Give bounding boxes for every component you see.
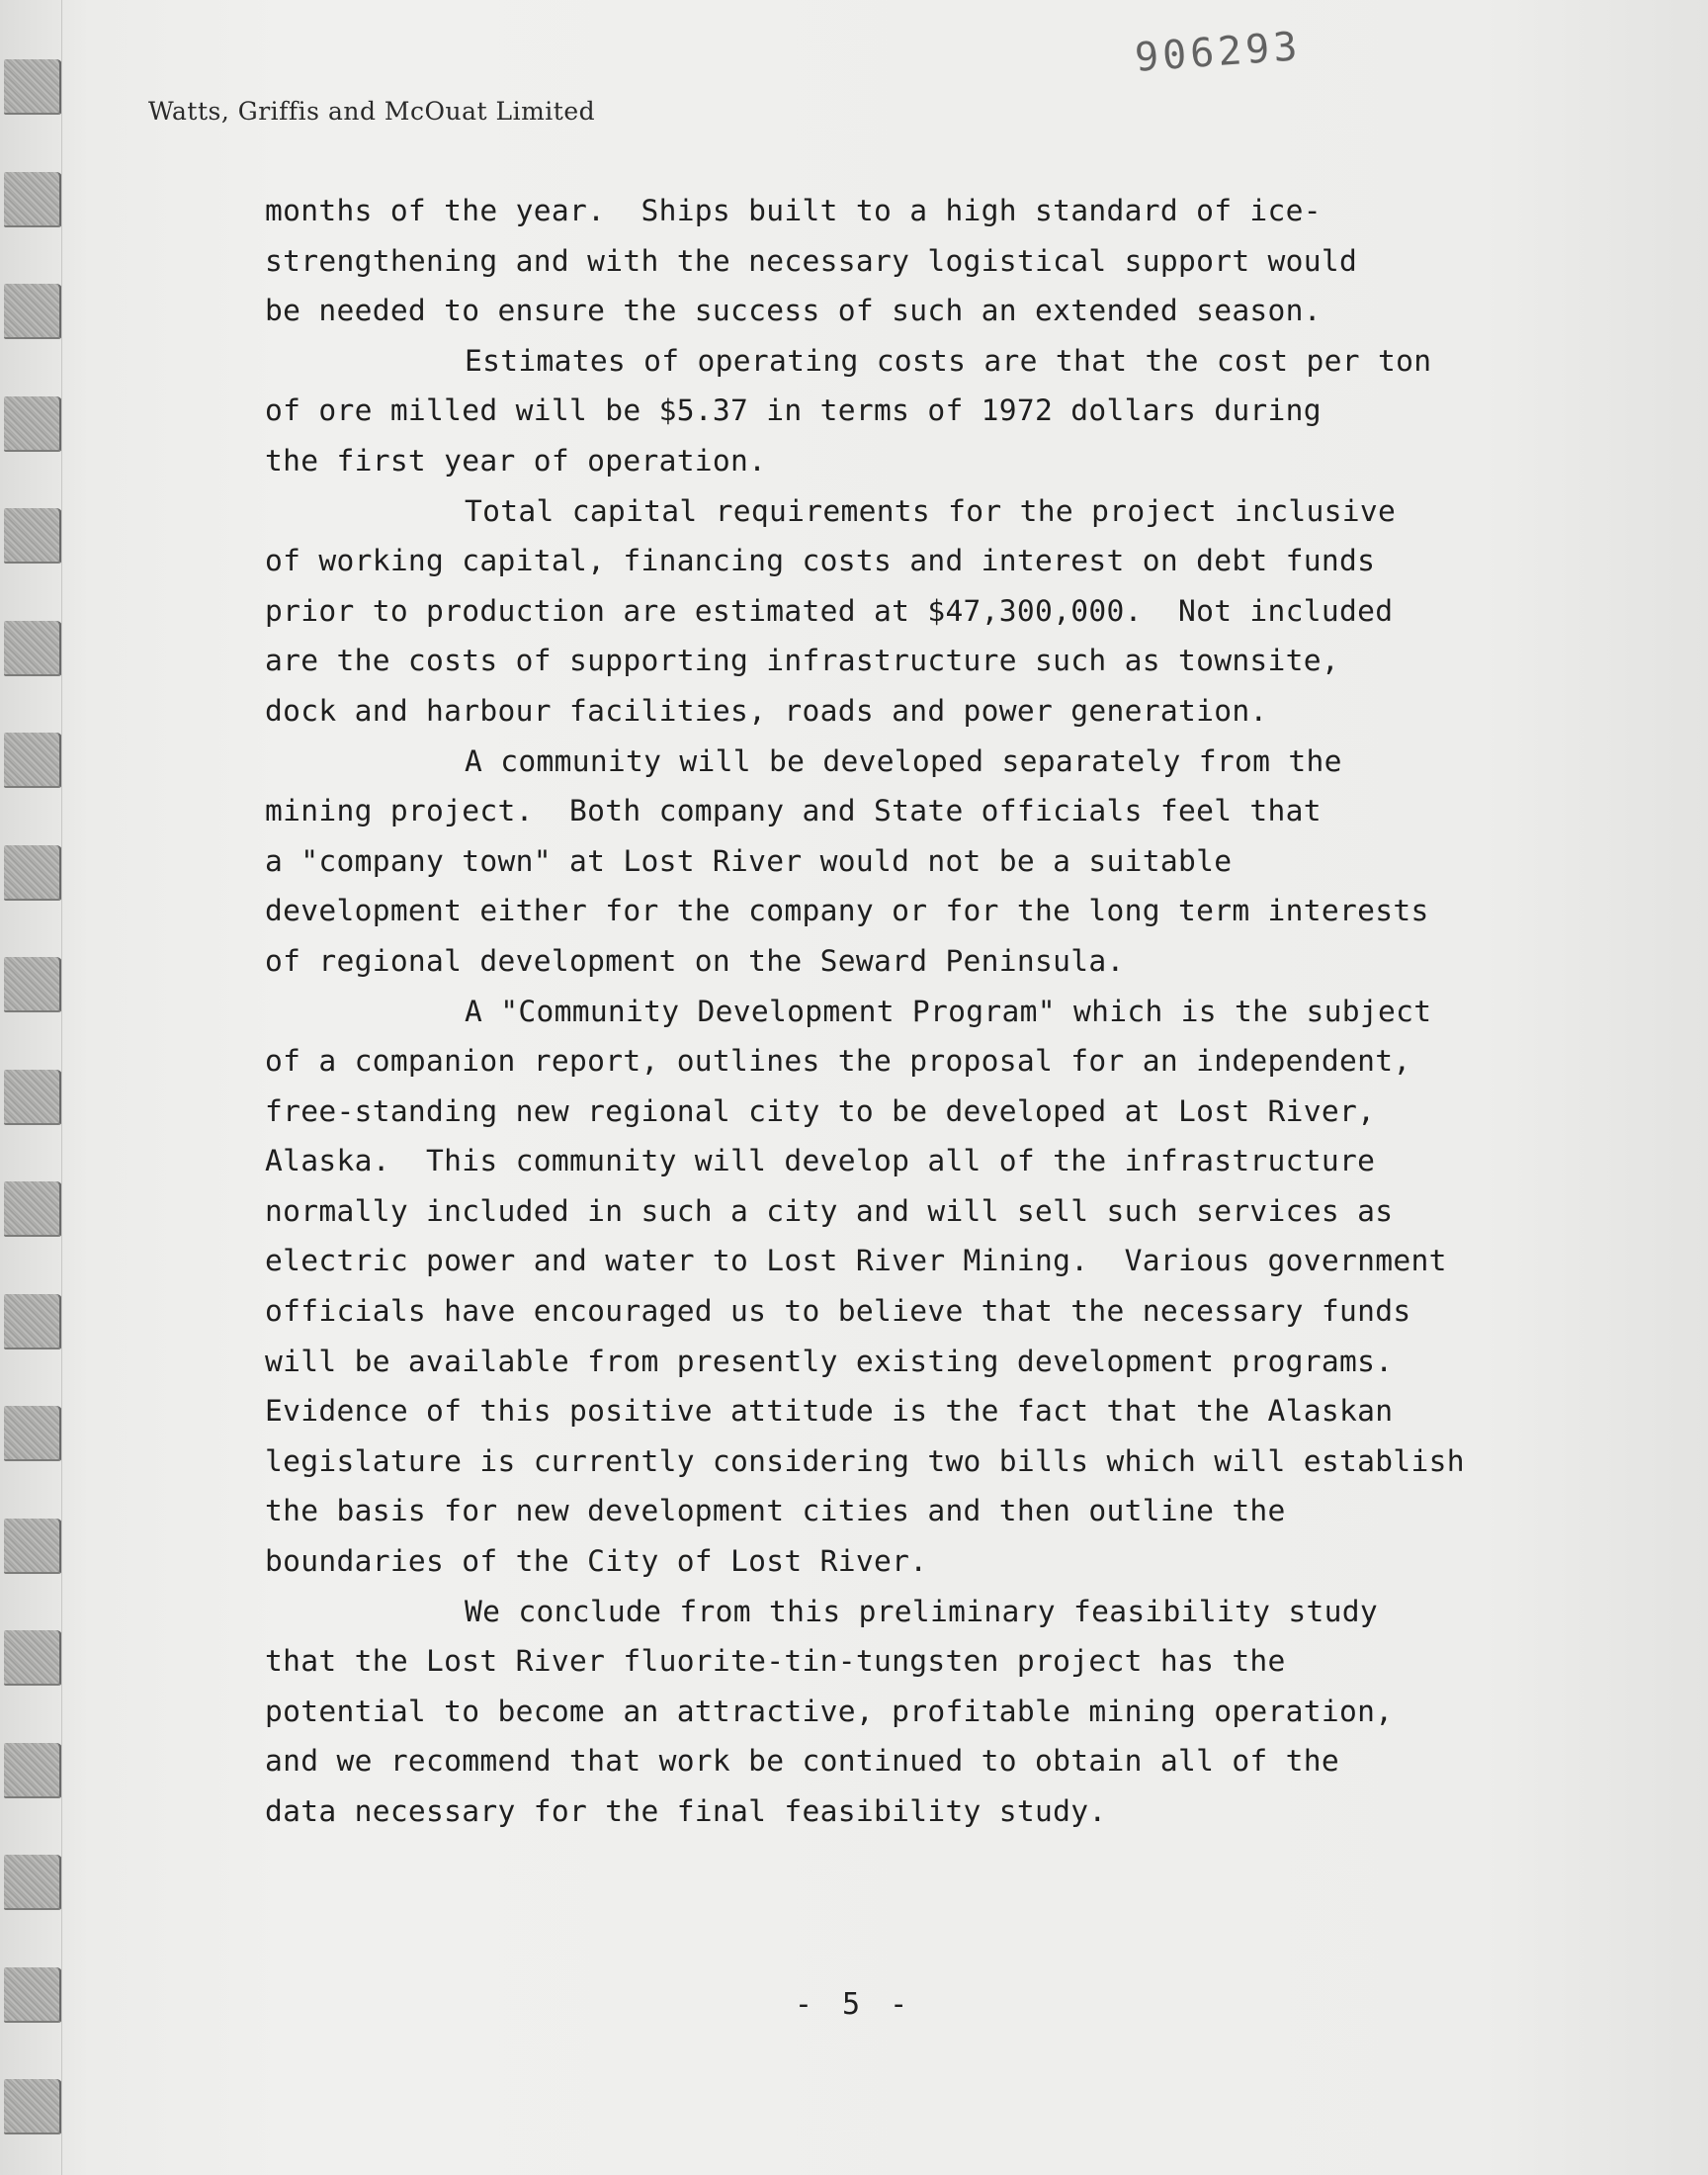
text-line: A community will be developed separately from the (465, 743, 1342, 778)
text-line: free-standing new regional city to be developed at Lost River, (265, 1093, 1376, 1128)
text-line: of ore milled will be $5.37 in terms of 1972 dollars during (265, 393, 1322, 428)
text-line: legislature is currently considering two bills which will establish (265, 1443, 1465, 1478)
text-line: We conclude from this preliminary feasibility study (465, 1594, 1378, 1628)
binding-hole (4, 1855, 62, 1910)
binding-hole (4, 1181, 62, 1237)
binding-hole (4, 1743, 62, 1798)
text-line: boundaries of the City of Lost River. (265, 1544, 928, 1579)
text-line: a "company town" at Lost River would not be a suitable (265, 843, 1233, 878)
text-line: that the Lost River fluorite-tin-tungsten project has the (265, 1644, 1286, 1679)
text-line: Estimates of operating costs are that the cost per ton (465, 343, 1432, 378)
text-line: and we recommend that work be continued to obtain all of the (265, 1744, 1340, 1779)
text-line: Evidence of this positive attitude is the fact that the Alaskan (265, 1394, 1394, 1429)
document-number-stamp: 906293 (1133, 24, 1303, 81)
text-line: the basis for new development cities and then outline the (265, 1494, 1286, 1528)
text-line: strengthening and with the necessary logistical support would (265, 243, 1358, 278)
binding-hole (4, 1294, 62, 1349)
report-body (265, 186, 1609, 1837)
text-line: electric power and water to Lost River Mining. Various government (265, 1244, 1447, 1278)
text-line: Alaska. This community will develop all of the infrastructure (265, 1144, 1376, 1178)
text-line: of regional development on the Seward Peninsula. (265, 943, 1125, 978)
binding-hole (4, 1406, 62, 1461)
text-line: A "Community Development Program" which is the subject (465, 994, 1432, 1028)
text-line: officials have encouraged us to believe that the necessary funds (265, 1294, 1411, 1329)
text-line: the first year of operation. (265, 443, 767, 478)
binding-hole (4, 508, 62, 564)
spiral-binding (0, 0, 69, 2175)
text-line: data necessary for the final feasibility study. (265, 1794, 1107, 1828)
binding-hole (4, 1070, 62, 1125)
text-line: Total capital requirements for the project inclusive (465, 493, 1397, 528)
letterhead: Watts, Griffis and McOuat Limited (148, 97, 596, 126)
text-line: months of the year. Ships built to a high standard of ice- (265, 194, 1322, 227)
text-line: are the costs of supporting infrastructure such as townsite, (265, 644, 1340, 678)
binding-hole (4, 284, 62, 339)
text-line: of working capital, financing costs and interest on debt funds (265, 544, 1376, 578)
binding-edge (61, 0, 62, 2175)
page-number: - 5 - (794, 1987, 914, 2022)
text-line: be needed to ensure the success of such an extended season. (265, 294, 1322, 328)
binding-hole (4, 59, 62, 115)
binding-hole (4, 733, 62, 788)
binding-hole (4, 396, 62, 452)
text-line: dock and harbour facilities, roads and power generation. (265, 693, 1268, 728)
text-line: prior to production are estimated at $47,300,000. Not included (265, 593, 1394, 628)
text-line: mining project. Both company and State officials feel that (265, 794, 1322, 828)
text-line: normally included in such a city and will sell such services as (265, 1193, 1394, 1228)
binding-hole (4, 1519, 62, 1574)
text-line: development either for the company or for the long term interests (265, 894, 1429, 928)
text-line: of a companion report, outlines the proposal for an independent, (265, 1044, 1411, 1079)
text-line: will be available from presently existing development programs. (265, 1344, 1394, 1378)
binding-hole (4, 2079, 62, 2134)
binding-hole (4, 172, 62, 227)
binding-hole (4, 957, 62, 1012)
text-line: potential to become an attractive, profitable mining operation, (265, 1694, 1394, 1728)
binding-hole (4, 1630, 62, 1686)
binding-hole (4, 621, 62, 676)
binding-hole (4, 845, 62, 901)
